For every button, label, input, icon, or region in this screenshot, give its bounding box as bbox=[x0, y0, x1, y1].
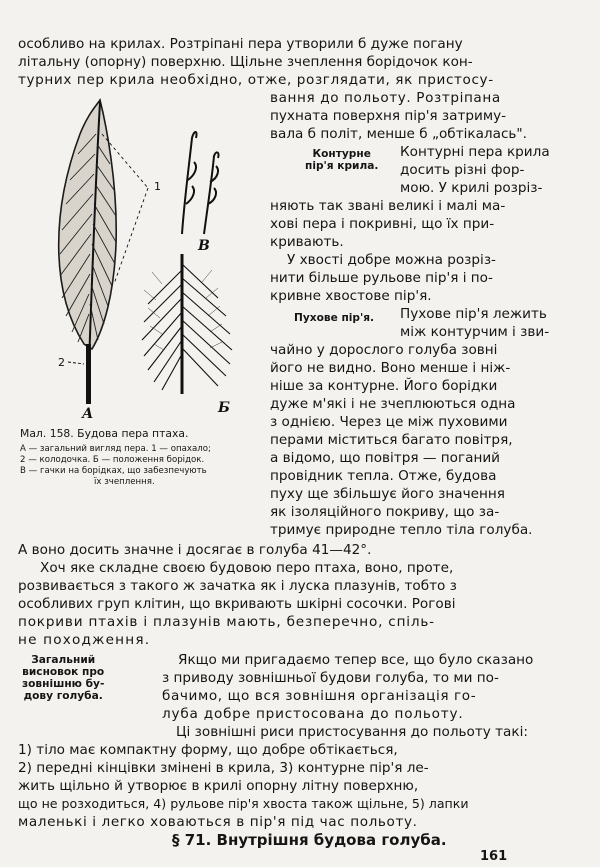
text-line: пухната поверхня пір'я затриму- bbox=[270, 108, 507, 124]
figure-legend-line: 2 — колодочка. Б — положення борідок. bbox=[20, 455, 205, 465]
label-2: 2 bbox=[58, 356, 65, 369]
feather-v-illustration bbox=[182, 132, 219, 234]
text-line: розвивається з такого ж зачатка як і луска плазунів, тобто з bbox=[18, 578, 457, 594]
sidenote-down-feathers bbox=[294, 312, 374, 324]
text-line: чайно у дорослого голуба зовні bbox=[270, 342, 498, 358]
figure-legend-line: В — гачки на борідках, що забезпечують bbox=[20, 466, 207, 476]
text-line: жить щільно й утворює в крилі опорну літну поверхню, bbox=[18, 778, 419, 794]
text-line: не походження. bbox=[18, 632, 151, 648]
text-line: як ізоляційного покриву, що за- bbox=[270, 504, 500, 520]
label-b: Б bbox=[218, 400, 230, 416]
text-line: кривають. bbox=[270, 234, 344, 250]
figure-legend-line: А — загальний вигляд пера. 1 — опахало; bbox=[20, 444, 211, 454]
text-line: особливих груп клітин, що вкривають шкірні сосочки. Рогові bbox=[18, 596, 456, 612]
text-line: покриви птахів і плазунів мають, безперечно, спіль- bbox=[18, 614, 435, 630]
label-1: 1 bbox=[154, 180, 161, 193]
figure-caption bbox=[20, 428, 188, 441]
sidenote-line: дову голуба. bbox=[23, 690, 103, 702]
text-line: Ці зовнішні риси пристосування до польоту такі: bbox=[176, 724, 528, 740]
text-line: провідник тепла. Отже, будова bbox=[270, 468, 497, 484]
text-line: турних пер крила необхідно, отже, розглядати, як пристосу- bbox=[18, 72, 494, 88]
text-line: луба добре пристосована до польоту. bbox=[162, 706, 464, 722]
text-line: з однією. Через це між пуховими bbox=[270, 414, 508, 430]
text-line: У хвості добре можна розріз- bbox=[287, 252, 496, 268]
text-line: літальну (опорну) поверхню. Щільне зчеплення борідочок кон- bbox=[18, 54, 473, 70]
text-line: пуху ще збільшує його значення bbox=[270, 486, 505, 502]
text-line: няють так звані великі і малі ма- bbox=[270, 198, 506, 214]
text-line: хові пера і покривні, що їх при- bbox=[270, 216, 495, 232]
text-line: мою. У крилі розріз- bbox=[400, 180, 543, 196]
text-line: тримує природне тепло тіла голуба. bbox=[270, 522, 533, 538]
figure-caption-text: Мал. 158. Будова пера птаха. bbox=[20, 427, 189, 440]
text-line: кривне хвостове пір'я. bbox=[270, 288, 432, 304]
text-line: Якщо ми пригадаємо тепер все, що було сказано bbox=[178, 652, 534, 668]
sidenote-line: пір'я крила. bbox=[305, 160, 379, 172]
sidenote-line: Пухове пір'я. bbox=[294, 312, 375, 324]
page-number: 161 bbox=[480, 849, 508, 864]
text-line: між контурчим і зви- bbox=[400, 324, 550, 340]
text-line: маленькі і легко ховаються в пір'я під час польоту. bbox=[18, 814, 418, 830]
label-a: А bbox=[82, 406, 94, 422]
feather-a-illustration bbox=[59, 100, 148, 404]
text-line: з приводу зовнішньої будови голуба, то ми по- bbox=[162, 670, 499, 686]
text-line: 2) передні кінцівки змінені в крила, 3) контурне пір'я ле- bbox=[18, 760, 429, 776]
figure-legend-line: їх зчеплення. bbox=[94, 477, 155, 487]
text-line: нити більше рульове пір'я і по- bbox=[270, 270, 493, 286]
text-line: ніше за контурне. Його борідки bbox=[270, 378, 498, 394]
text-line: Хоч яке складне своєю будовою перо птаха, воно, проте, bbox=[40, 560, 454, 576]
text-line: а відомо, що повітря — поганий bbox=[270, 450, 500, 466]
text-line: А воно досить значне і досягає в голуба 41—42°. bbox=[18, 542, 372, 558]
label-v: В bbox=[198, 238, 210, 254]
feather-b-illustration bbox=[142, 254, 232, 394]
sidenote-contour-feathers bbox=[305, 148, 378, 172]
sidenote-line: Загальний bbox=[31, 654, 96, 666]
feather-figure bbox=[22, 94, 262, 424]
text-line: вання до польоту. Розтріпана bbox=[270, 90, 501, 106]
sidenote-general-conclusion bbox=[22, 654, 104, 702]
text-line: вала б політ, менше б „обтікалась". bbox=[270, 126, 528, 142]
text-line: особливо на крилах. Розтріпані пера утворили б дуже погану bbox=[18, 36, 463, 52]
text-line: дуже м'які і не зчеплюються одна bbox=[270, 396, 516, 412]
text-line: Контурні пера крила bbox=[400, 144, 550, 160]
text-line: його не видно. Воно менше і ніж- bbox=[270, 360, 511, 376]
text-line: 1) тіло має компактну форму, що добре обтікається, bbox=[18, 742, 398, 758]
section-heading: § 71. Внутрішня будова голуба. bbox=[172, 831, 447, 849]
sidenote-line: зовнішню бу- bbox=[22, 678, 105, 690]
text-line: бачимо, що вся зовнішня організація го- bbox=[162, 688, 477, 704]
sidenote-line: Контурне bbox=[312, 148, 371, 160]
text-line: перами міститься багато повітря, bbox=[270, 432, 513, 448]
text-line: досить різні фор- bbox=[400, 162, 525, 178]
sidenote-line: висновок про bbox=[22, 666, 105, 678]
text-line: Пухове пір'я лежить bbox=[400, 306, 547, 322]
text-line: що не розходиться, 4) рульове пір'я хвоста також щільне, 5) лапки bbox=[18, 796, 469, 811]
